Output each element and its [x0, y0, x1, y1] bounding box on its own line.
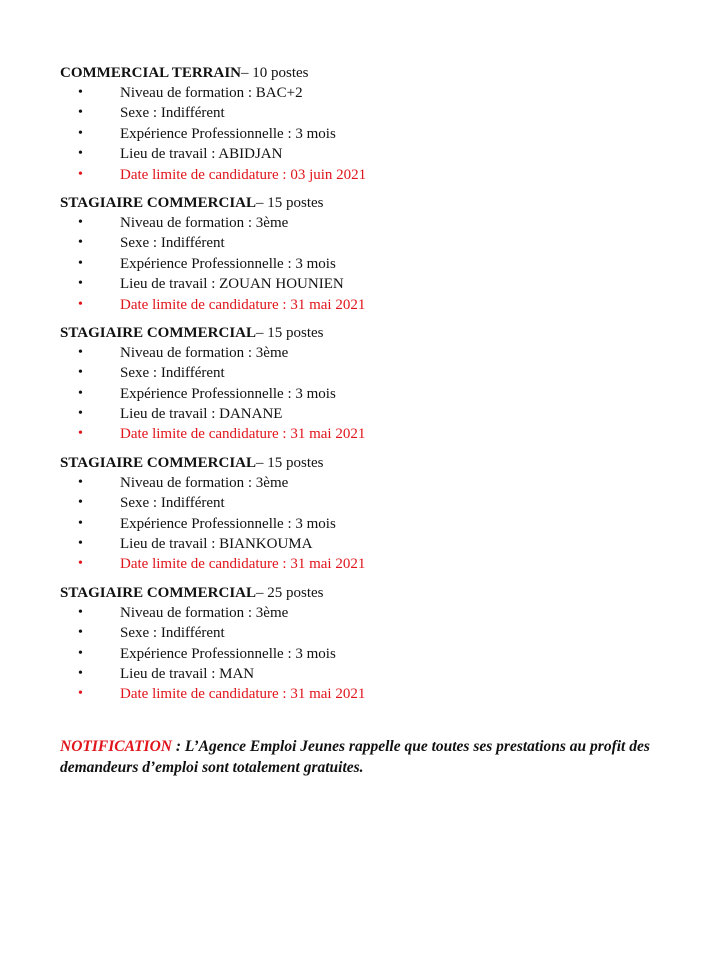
detail-text: Lieu de travail : ZOUAN HOUNIEN [120, 276, 344, 293]
detail-text: Niveau de formation : 3ème [120, 474, 289, 491]
detail-experience [60, 254, 680, 274]
detail-text: Niveau de formation : 3ème [120, 344, 289, 361]
job-title: STAGIAIRE COMMERCIAL [60, 324, 256, 341]
detail-experience [60, 514, 680, 534]
bullet-icon: • [78, 235, 83, 251]
deadline-text: Date limite de candidature : 31 mai 2021 [120, 686, 366, 703]
job-details-list [60, 603, 680, 705]
job-title: STAGIAIRE COMMERCIAL [60, 584, 256, 601]
bullet-icon: • [78, 255, 83, 271]
detail-education [60, 603, 680, 623]
job-positions-count: – 25 postes [256, 584, 324, 601]
bullet-icon: • [78, 426, 83, 442]
bullet-icon: • [78, 296, 83, 312]
detail-education [60, 343, 680, 363]
job-listing [60, 323, 680, 445]
detail-text: Lieu de travail : MAN [120, 665, 255, 682]
bullet-icon: • [78, 495, 83, 511]
bullet-icon: • [78, 365, 83, 381]
detail-sex [60, 103, 680, 123]
detail-text: Lieu de travail : BIANKOUMA [120, 536, 313, 553]
job-positions-count: – 15 postes [256, 324, 324, 341]
detail-text: Expérience Professionnelle : 3 mois [120, 645, 336, 662]
detail-text: Niveau de formation : 3ème [120, 604, 289, 621]
detail-sex [60, 623, 680, 643]
job-title: COMMERCIAL TERRAIN [60, 65, 241, 81]
job-listing [60, 583, 680, 705]
bullet-icon: • [78, 625, 83, 641]
detail-text: Niveau de formation : 3ème [120, 214, 289, 231]
detail-location [60, 274, 680, 294]
job-title: STAGIAIRE COMMERCIAL [60, 194, 256, 211]
detail-deadline [60, 165, 680, 185]
bullet-icon: • [78, 125, 83, 141]
job-heading [60, 323, 680, 343]
detail-location [60, 534, 680, 554]
detail-deadline [60, 554, 680, 574]
detail-location [60, 664, 680, 684]
bullet-icon: • [78, 146, 83, 162]
detail-deadline [60, 424, 680, 444]
bullet-icon: • [78, 536, 83, 552]
job-positions-count: – 15 postes [256, 194, 324, 211]
job-title: STAGIAIRE COMMERCIAL [60, 454, 256, 471]
deadline-text: Date limite de candidature : 31 mai 2021 [120, 426, 366, 443]
detail-text: Sexe : Indifférent [120, 625, 225, 642]
bullet-icon: • [78, 604, 83, 620]
detail-text: Sexe : Indifférent [120, 365, 225, 382]
job-positions-count: – 15 postes [256, 454, 324, 471]
notification-text: : L’Agence Emploi Jeunes rappelle que toutes ses prestations au profit des demandeurs d’emploi sont totalement gratuites. [60, 738, 650, 776]
detail-education [60, 473, 680, 493]
bullet-icon: • [78, 686, 83, 702]
detail-deadline [60, 295, 680, 315]
detail-experience [60, 384, 680, 404]
deadline-text: Date limite de candidature : 31 mai 2021 [120, 556, 366, 573]
detail-experience [60, 644, 680, 664]
detail-experience [60, 124, 680, 144]
detail-text: Expérience Professionnelle : 3 mois [120, 255, 336, 272]
detail-location [60, 144, 680, 164]
detail-text: Lieu de travail : ABIDJAN [120, 146, 283, 163]
detail-sex [60, 363, 680, 383]
bullet-icon: • [78, 474, 83, 490]
bullet-icon: • [78, 665, 83, 681]
job-listing [60, 453, 680, 575]
bullet-icon: • [78, 214, 83, 230]
deadline-text: Date limite de candidature : 03 juin 2021 [120, 166, 367, 183]
detail-text: Expérience Professionnelle : 3 mois [120, 515, 336, 532]
detail-text: Sexe : Indifférent [120, 495, 225, 512]
detail-text: Sexe : Indifférent [120, 235, 225, 252]
job-heading [60, 63, 680, 83]
job-details-list [60, 473, 680, 575]
bullet-icon: • [78, 515, 83, 531]
detail-sex [60, 493, 680, 513]
job-heading [60, 583, 680, 603]
detail-sex [60, 233, 680, 253]
deadline-text: Date limite de candidature : 31 mai 2021 [120, 296, 366, 313]
job-positions-count: – 10 postes [241, 65, 309, 81]
detail-text: Lieu de travail : DANANE [120, 406, 283, 423]
job-details-list [60, 213, 680, 315]
bullet-icon: • [78, 385, 83, 401]
job-heading [60, 193, 680, 213]
bullet-icon: • [78, 344, 83, 360]
bullet-icon: • [78, 645, 83, 661]
bullet-icon: • [78, 276, 83, 292]
notification-paragraph [60, 736, 680, 778]
bullet-icon: • [78, 166, 83, 182]
detail-education [60, 83, 680, 103]
bullet-icon: • [78, 406, 83, 422]
job-listing [60, 63, 680, 185]
bullet-icon: • [78, 105, 83, 121]
job-listings [60, 63, 680, 713]
bullet-icon: • [78, 556, 83, 572]
detail-deadline [60, 684, 680, 704]
job-details-list [60, 343, 680, 445]
detail-text: Sexe : Indifférent [120, 105, 225, 122]
job-heading [60, 453, 680, 473]
notification-label: NOTIFICATION [60, 738, 172, 755]
job-details-list [60, 83, 680, 185]
bullet-icon: • [78, 85, 83, 100]
job-listing [60, 193, 680, 315]
detail-education [60, 213, 680, 233]
detail-text: Niveau de formation : BAC+2 [120, 85, 303, 101]
detail-text: Expérience Professionnelle : 3 mois [120, 385, 336, 402]
detail-text: Expérience Professionnelle : 3 mois [120, 125, 336, 142]
detail-location [60, 404, 680, 424]
